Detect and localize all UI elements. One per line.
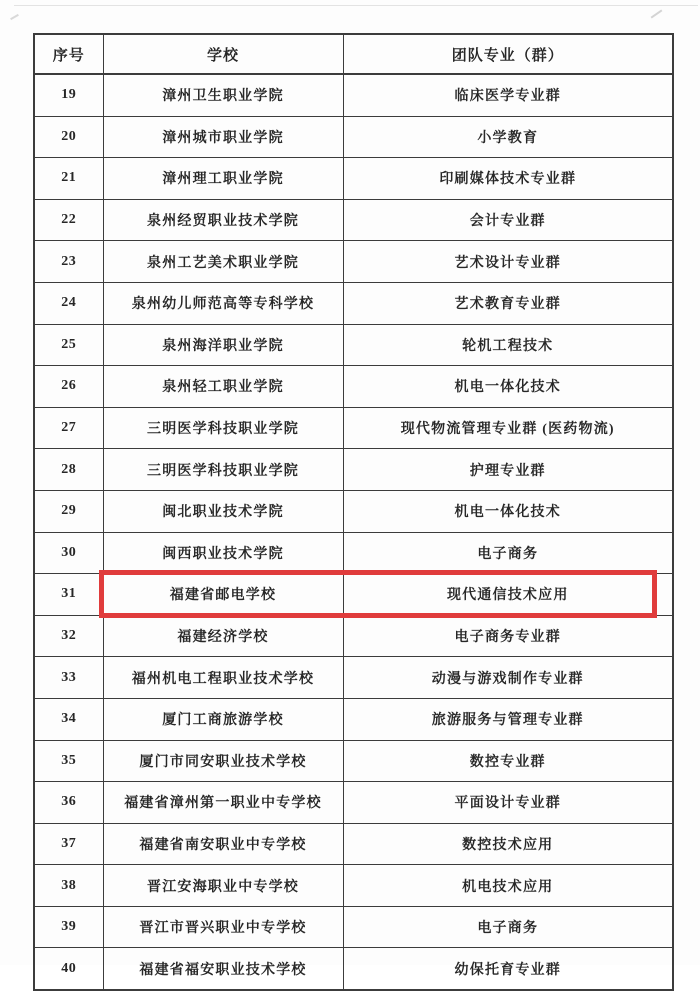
major-cell: 幼保托育专业群 [343, 948, 673, 990]
scan-artifact-mark [10, 14, 19, 20]
row-number-cell: 21 [34, 158, 103, 200]
school-cell: 晋江安海职业中专学校 [103, 865, 343, 907]
school-cell: 泉州幼儿师范高等专科学校 [103, 282, 343, 324]
school-cell: 泉州海洋职业学院 [103, 324, 343, 366]
table-row [34, 948, 673, 990]
row-number-cell: 25 [34, 324, 103, 366]
major-cell: 数控技术应用 [343, 823, 673, 865]
row-number-cell: 34 [34, 698, 103, 740]
row-number-cell: 24 [34, 282, 103, 324]
table-row [34, 657, 673, 699]
row-number-cell: 19 [34, 74, 103, 116]
row-number-cell: 23 [34, 241, 103, 283]
table-row [34, 74, 673, 116]
header-cell-no: 序号 [34, 34, 103, 74]
school-cell: 闽西职业技术学院 [103, 532, 343, 574]
school-cell: 泉州轻工职业学院 [103, 366, 343, 408]
school-cell: 福建省福安职业技术学校 [103, 948, 343, 990]
major-cell: 数控专业群 [343, 740, 673, 782]
table-row [34, 449, 673, 491]
scan-artifact-line [14, 5, 698, 6]
table-row [34, 740, 673, 782]
table-row [34, 490, 673, 532]
table-row [34, 199, 673, 241]
row-number-cell: 32 [34, 615, 103, 657]
table-row [34, 574, 673, 616]
table-row [34, 324, 673, 366]
school-cell: 福建经济学校 [103, 615, 343, 657]
major-cell: 印刷媒体技术专业群 [343, 158, 673, 200]
school-cell: 福州机电工程职业技术学校 [103, 657, 343, 699]
table-row [34, 158, 673, 200]
row-number-cell: 38 [34, 865, 103, 907]
major-cell: 电子商务 [343, 532, 673, 574]
school-cell: 厦门市同安职业技术学校 [103, 740, 343, 782]
school-cell: 厦门工商旅游学校 [103, 698, 343, 740]
major-cell: 电子商务专业群 [343, 615, 673, 657]
table-row [34, 366, 673, 408]
major-cell: 艺术设计专业群 [343, 241, 673, 283]
school-major-table [33, 33, 674, 991]
major-cell: 机电技术应用 [343, 865, 673, 907]
major-cell: 旅游服务与管理专业群 [343, 698, 673, 740]
school-cell: 三明医学科技职业学院 [103, 407, 343, 449]
major-cell: 现代通信技术应用 [343, 574, 673, 616]
table-row [34, 407, 673, 449]
table-row [34, 615, 673, 657]
major-cell: 护理专业群 [343, 449, 673, 491]
row-number-cell: 39 [34, 906, 103, 948]
school-cell: 福建省漳州第一职业中专学校 [103, 782, 343, 824]
row-number-cell: 26 [34, 366, 103, 408]
major-cell: 小学教育 [343, 116, 673, 158]
table-row [34, 532, 673, 574]
table-row [34, 865, 673, 907]
table-body [34, 74, 673, 990]
header-cell-school: 学校 [103, 34, 343, 74]
table-row [34, 241, 673, 283]
major-cell: 机电一体化技术 [343, 490, 673, 532]
row-number-cell: 36 [34, 782, 103, 824]
row-number-cell: 29 [34, 490, 103, 532]
header-row [34, 34, 673, 74]
school-cell: 漳州城市职业学院 [103, 116, 343, 158]
school-cell: 晋江市晋兴职业中专学校 [103, 906, 343, 948]
row-number-cell: 27 [34, 407, 103, 449]
table-row [34, 906, 673, 948]
major-cell: 轮机工程技术 [343, 324, 673, 366]
table-row [34, 282, 673, 324]
table-row [34, 823, 673, 865]
major-cell: 动漫与游戏制作专业群 [343, 657, 673, 699]
major-cell: 艺术教育专业群 [343, 282, 673, 324]
major-cell: 临床医学专业群 [343, 74, 673, 116]
school-cell: 漳州卫生职业学院 [103, 74, 343, 116]
major-cell: 平面设计专业群 [343, 782, 673, 824]
major-cell: 现代物流管理专业群 (医药物流) [343, 407, 673, 449]
header-cell-major: 团队专业（群） [343, 34, 673, 74]
table-row [34, 116, 673, 158]
row-number-cell: 33 [34, 657, 103, 699]
row-number-cell: 20 [34, 116, 103, 158]
school-cell: 泉州工艺美术职业学院 [103, 241, 343, 283]
scan-artifact-mark [651, 9, 663, 18]
school-cell: 三明医学科技职业学院 [103, 449, 343, 491]
row-number-cell: 30 [34, 532, 103, 574]
row-number-cell: 37 [34, 823, 103, 865]
school-cell: 泉州经贸职业技术学院 [103, 199, 343, 241]
school-cell: 福建省邮电学校 [103, 574, 343, 616]
table-row [34, 782, 673, 824]
row-number-cell: 40 [34, 948, 103, 990]
major-cell: 机电一体化技术 [343, 366, 673, 408]
table-row [34, 698, 673, 740]
row-number-cell: 22 [34, 199, 103, 241]
major-cell: 会计专业群 [343, 199, 673, 241]
school-cell: 福建省南安职业中专学校 [103, 823, 343, 865]
row-number-cell: 31 [34, 574, 103, 616]
major-cell: 电子商务 [343, 906, 673, 948]
school-cell: 闽北职业技术学院 [103, 490, 343, 532]
school-cell: 漳州理工职业学院 [103, 158, 343, 200]
row-number-cell: 28 [34, 449, 103, 491]
row-number-cell: 35 [34, 740, 103, 782]
school-major-table-wrap [33, 33, 674, 991]
table-header [34, 34, 673, 74]
